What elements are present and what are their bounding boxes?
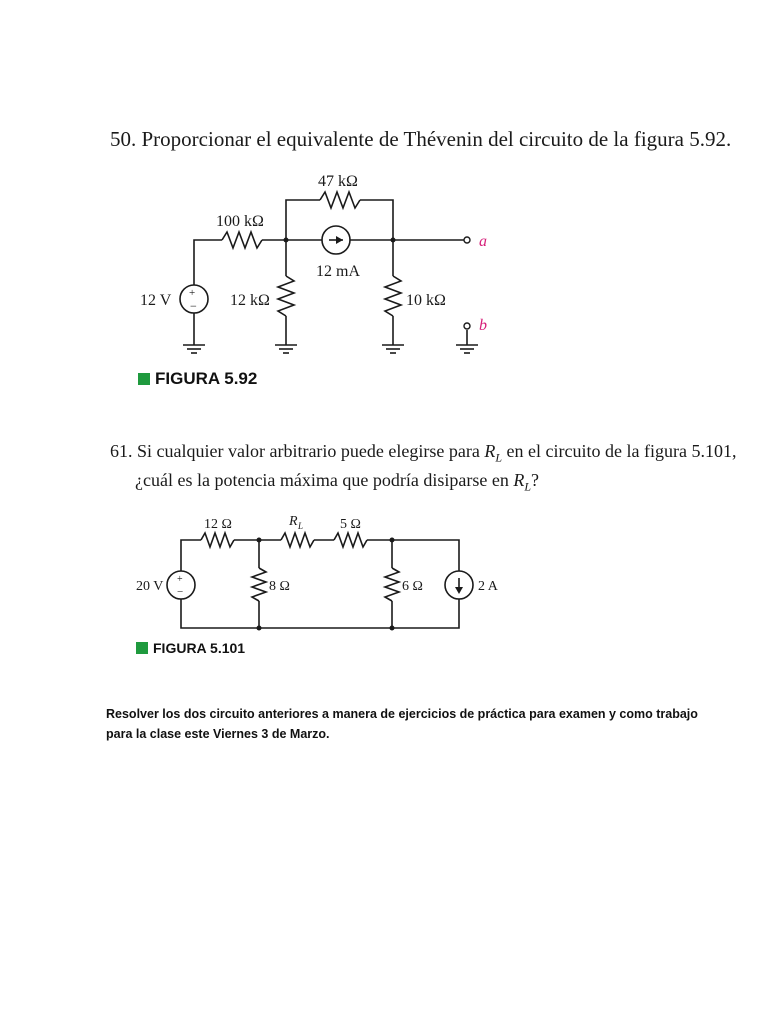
label-12ma: 12 mA (316, 263, 360, 280)
caption-square-icon (138, 373, 150, 385)
resistor-6-ohm (385, 568, 399, 601)
problem-61-line-1-suffix: en el circuito de la figura 5.101, (502, 441, 737, 461)
figure-5-101-caption-text: FIGURA 5.101 (153, 640, 246, 656)
problem-61-line-2-prefix: ¿cuál es la potencia máxima que podría disiparse en (135, 469, 514, 490)
node-dot (390, 626, 395, 631)
rl-subscript: L (524, 479, 532, 494)
problem-61-line-2 (110, 469, 736, 498)
minus-sign: − (177, 586, 184, 598)
rl-symbol: R (484, 441, 496, 461)
label-12k: 12 kΩ (230, 292, 270, 309)
plus-sign: + (177, 574, 183, 585)
rl-symbol: R (513, 469, 525, 490)
label-47k: 47 kΩ (318, 173, 358, 190)
assignment-note: Resolver los dos circuito anteriores a manera de ejercicios de práctica para examen y como trabajo para la clase este Viernes 3 de Marzo. (106, 707, 698, 741)
label-12v: 12 V (140, 292, 172, 309)
resistor-8-ohm (252, 568, 266, 601)
rl-subscript: L (495, 450, 503, 465)
node-dot (390, 538, 395, 543)
figure-5-92-caption (138, 369, 257, 389)
node-dot (257, 538, 262, 543)
ground-symbol-2 (275, 345, 297, 353)
problem-61-line-1 (110, 440, 736, 469)
label-10k: 10 kΩ (406, 292, 446, 309)
resistor-47k (320, 192, 360, 208)
label-terminal-a: a (479, 233, 487, 250)
ground-symbol-3 (382, 345, 404, 353)
ground-symbol-1 (183, 345, 205, 353)
label-6-ohm: 6 Ω (402, 579, 423, 594)
node-dot (257, 626, 262, 631)
label-2a: 2 A (478, 579, 498, 594)
arrow-down-icon (455, 587, 463, 594)
problem-61-line-2-suffix: ? (531, 469, 540, 490)
label-terminal-b: b (479, 317, 487, 334)
arrow-right-icon (336, 236, 343, 244)
figure-5-101-circuit (167, 533, 473, 628)
ground-symbol-4 (456, 345, 478, 353)
resistor-rl (281, 533, 314, 547)
problem-50-text: 50. Proporcionar el equivalente de Thévenin del circuito de la figura 5.92. (110, 127, 732, 151)
resistor-12k (278, 276, 294, 316)
label-rl-sub: L (298, 521, 304, 531)
minus-sign: − (190, 299, 197, 313)
figure-5-101-caption (136, 640, 245, 656)
caption-square-icon (136, 642, 148, 654)
problem-61-line-1-prefix: 61. Si cualquier valor arbitrario puede elegirse para (110, 441, 485, 461)
label-100k: 100 kΩ (216, 213, 264, 230)
resistor-100k (222, 232, 262, 248)
label-8-ohm: 8 Ω (269, 579, 290, 594)
resistor-10k (385, 276, 401, 316)
node-dot (284, 238, 289, 243)
node-dot (391, 238, 396, 243)
label-20v: 20 V (136, 579, 164, 594)
label-rl: R (289, 514, 298, 529)
figure-5-92-caption-text: FIGURA 5.92 (155, 369, 258, 388)
resistor-5-ohm (334, 533, 367, 547)
label-5-ohm: 5 Ω (340, 517, 361, 532)
plus-sign: + (189, 287, 196, 299)
terminal-a-node (464, 237, 470, 243)
terminal-b-node (464, 323, 470, 329)
resistor-12-ohm (201, 533, 234, 547)
problem-61-text (110, 440, 736, 497)
label-12-ohm: 12 Ω (204, 517, 232, 532)
